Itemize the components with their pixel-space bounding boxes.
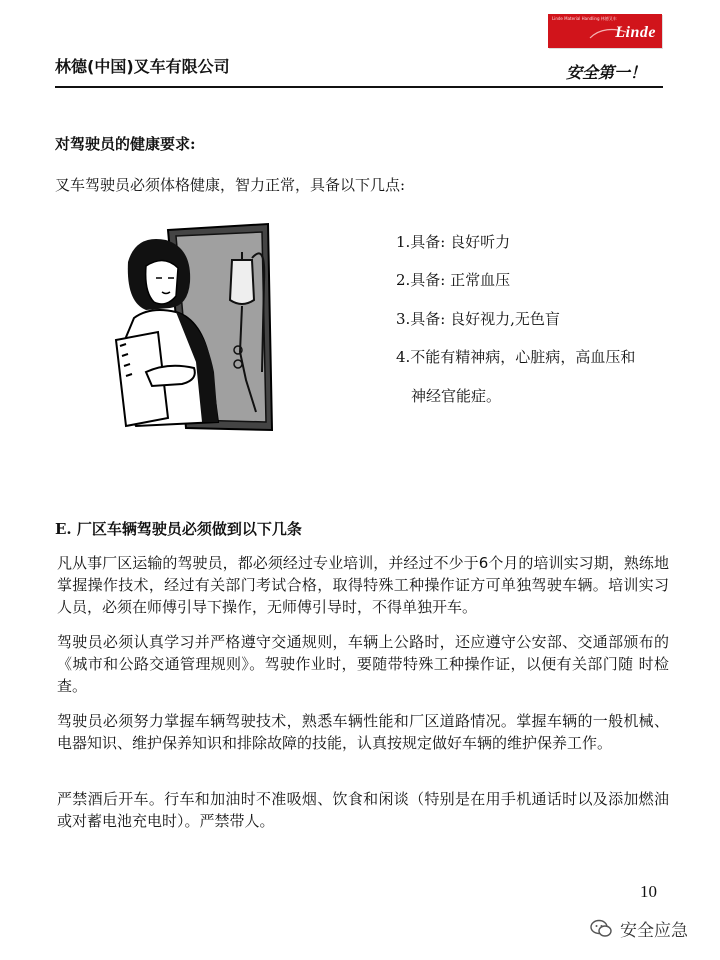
rules-paragraph: 严禁酒后开车。行车和加油时不准吸烟、饮食和闲谈（特别是在用手机通话时以及添加燃油或对蓄电池充电时）。严禁带人。 [57, 790, 669, 830]
header-divider [55, 86, 663, 88]
logo-tagline: Linde Material Handling 林德叉车 [552, 16, 617, 21]
requirement-item-continued: 神经官能症。 [411, 387, 502, 405]
requirement-item: 1.具备: 良好听力 [396, 233, 511, 251]
rules-heading: E. 厂区车辆驾驶员必须做到以下几条 [55, 520, 302, 538]
page-number: 10 [640, 882, 657, 901]
health-intro: 叉车驾驶员必须体格健康，智力正常，具备以下几点: [55, 176, 406, 194]
requirement-item: 3.具备: 良好视力,无色盲 [396, 310, 560, 328]
requirement-item: 4.不能有精神病，心脏病，高血压和 [396, 348, 636, 366]
rules-paragraph: 驾驶员必须努力掌握车辆驾驶技术，熟悉车辆性能和厂区道路情况。掌握车辆的一般机械、电器知识、维护保养知识和排除故障的技能，认真按规定做好车辆的维护保养工作。 [57, 712, 669, 752]
company-name: 林德(中国)叉车有限公司 [55, 57, 230, 76]
health-heading: 对驾驶员的健康要求: [55, 135, 196, 153]
requirement-item: 2.具备: 正常血压 [396, 271, 511, 289]
rules-paragraph: 凡从事厂区运输的驾驶员，都必须经过专业培训，并经过不少于6个月的培训实习期，熟练地掌握操作技术，经过有关部门考试合格，取得特殊工种操作证方可单独驾驶车辆。培训实习人员，必须在师傅引导下操作，无师傅引导时，不得单独开车。 [57, 554, 669, 616]
watermark-text: 安全应急 [620, 921, 688, 941]
rules-paragraph: 驾驶员必须认真学习并严格遵守交通规则，车辆上公路时，还应遵守公安部、交通部颁布的《城市和公路交通管理规则》。驾驶作业时，要随带特殊工种操作证，以便有关部门随 时检查。 [57, 633, 669, 695]
wechat-icon [590, 919, 612, 939]
nurse-illustration [106, 222, 274, 432]
slogan: 安全第一！ [566, 63, 647, 82]
watermark [590, 916, 688, 941]
linde-logo [548, 14, 662, 48]
logo-text: Linde [615, 24, 656, 41]
